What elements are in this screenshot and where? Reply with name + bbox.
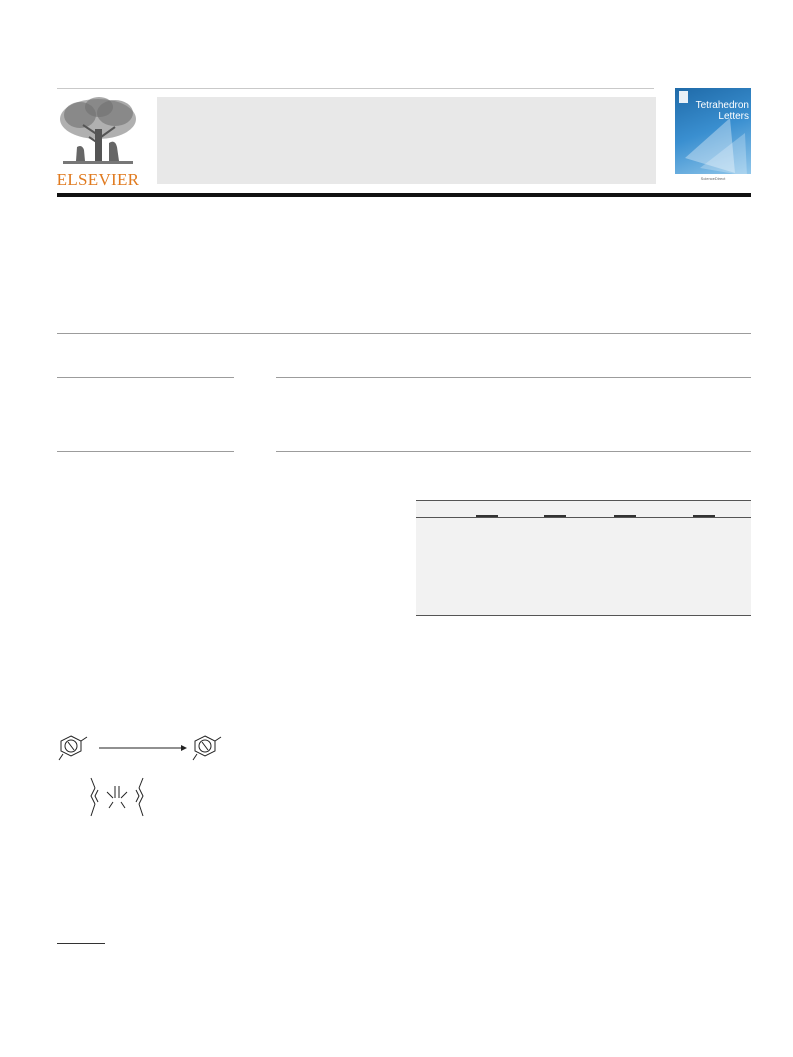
table-bottom-rule	[416, 615, 751, 616]
table-column-span-rule	[476, 515, 498, 517]
table-header-rule	[416, 517, 751, 518]
abstract-bottom-rule	[276, 451, 751, 452]
tree-logo-icon	[55, 95, 141, 171]
publisher-name: ELSEVIER	[56, 170, 140, 189]
article-info-top-rule	[57, 377, 234, 378]
cover-title-line2: Letters	[718, 111, 749, 122]
article-info-bottom-rule	[57, 451, 234, 452]
catalyst-structure-icon	[91, 778, 143, 816]
journal-header-band	[157, 97, 656, 184]
reaction-scheme	[55, 728, 235, 828]
reactant-arene-icon	[59, 736, 87, 760]
cover-title	[679, 100, 749, 122]
reaction-arrow-icon	[99, 745, 187, 751]
header-top-rule	[57, 88, 654, 89]
title-separator-rule	[57, 333, 751, 334]
table-column-span-rule	[693, 515, 715, 517]
abstract-top-rule	[276, 377, 751, 378]
table-column-span-rule	[614, 515, 636, 517]
journal-cover	[675, 88, 751, 184]
table-top-rule	[416, 500, 751, 501]
footnote-rule	[57, 943, 105, 944]
header-thick-rule	[57, 193, 751, 197]
table-column-span-rule	[544, 515, 566, 517]
cover-title-line1: Tetrahedron	[695, 100, 749, 111]
product-arene-icon	[193, 736, 221, 760]
cover-footer: ScienceDirect	[675, 174, 751, 184]
